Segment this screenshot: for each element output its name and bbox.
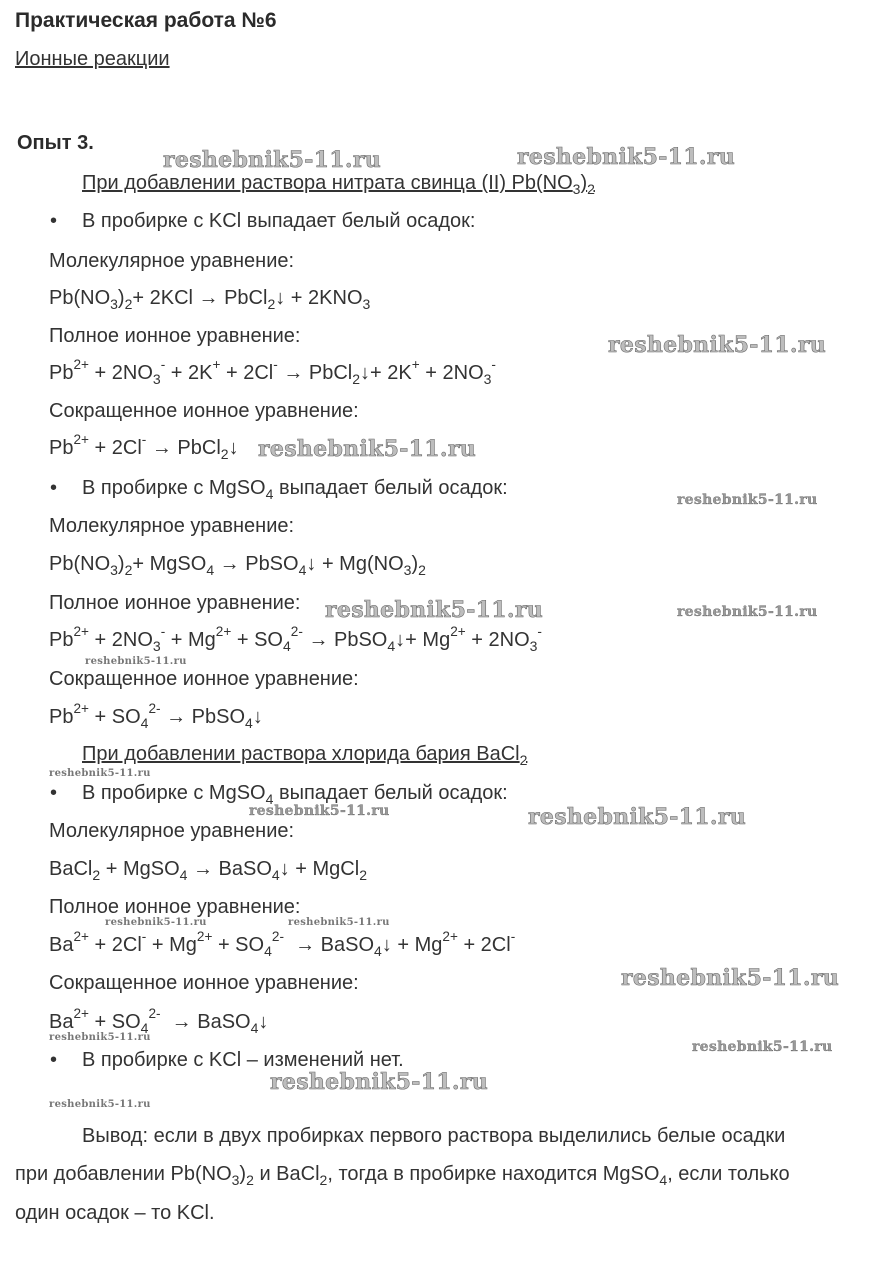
label-molecular: Молекулярное уравнение:	[49, 515, 295, 537]
equation-molecular: $Pb(NO_3)_2+ 2KCl$ → PbCl$_2$↓ + $2KNO_3$	[49, 287, 371, 312]
label-full-ionic: Полное ионное уравнение:	[49, 325, 301, 347]
label-molecular: Молекулярное уравнение:	[49, 250, 295, 272]
experiment-heading: Опыт 3.	[17, 132, 94, 154]
watermark: reshebnik5-11.ru	[517, 144, 736, 170]
watermark: reshebnik5-11.ru	[49, 1032, 151, 1043]
watermark: reshebnik5-11.ru	[85, 656, 187, 667]
equation-full-ionic: $Ba^{2+} + 2Cl^- + Mg^{2+} + SO_4^{2-}$ → BaSO$_4$↓ + $Mg^{2+} + 2Cl^-$	[49, 928, 516, 959]
bullet-kcl-no-change: • В пробирке с KCl – изменений нет.	[82, 1049, 404, 1072]
watermark: reshebnik5-11.ru	[249, 803, 390, 819]
label-full-ionic: Полное ионное уравнение:	[49, 592, 301, 614]
bullet-mgso4-precipitate: • В пробирке с MgSO$_4$ выпадает белый осадок:	[82, 782, 508, 805]
conclusion-line-2: при добавлении $Pb(NO_3)_2$ и BaCl$_2$, тогда в пробирке находится MgSO$_4$, если только	[15, 1163, 790, 1188]
topic-subtitle: Ионные реакции	[15, 48, 170, 70]
watermark: reshebnik5-11.ru	[692, 1039, 833, 1055]
equation-full-ionic: $Pb^{2+} + 2NO_3^- + Mg^{2+} + SO_4^{2-}$ → PbSO$_4$↓+ $Mg^{2+} + 2NO_3^-$	[49, 623, 542, 654]
label-molecular: Молекулярное уравнение:	[49, 820, 295, 842]
conclusion-line-3: один осадок – то KCl.	[15, 1202, 215, 1224]
watermark: reshebnik5-11.ru	[325, 597, 544, 623]
equation-full-ionic: $Pb^{2+} + 2NO_3^- + 2K^+ + 2Cl^-$ → PbCl$_2$↓+ $2K^+ + 2NO_3^-$	[49, 356, 496, 387]
watermark: reshebnik5-11.ru	[677, 604, 818, 620]
section-lead-barium: При добавлении раствора хлорида бария BaCl$_2$	[82, 743, 528, 768]
label-full-ionic: Полное ионное уравнение:	[49, 896, 301, 918]
bullet-kcl-precipitate: • В пробирке с KCl выпадает белый осадок:	[82, 210, 475, 233]
section-lead-nitrate: При добавлении раствора нитрата свинца (II) $Pb(NO_3)_2$	[82, 172, 595, 197]
watermark: reshebnik5-11.ru	[621, 965, 840, 991]
equation-molecular: $Pb(NO_3)_2+$ MgSO$_4$ → PbSO$_4$↓ + $Mg(NO_3)_2$	[49, 553, 426, 578]
watermark: reshebnik5-11.ru	[528, 804, 747, 830]
equation-short-ionic: $Pb^{2+} + 2Cl^-$ → PbCl$_2$↓	[49, 431, 239, 462]
watermark: reshebnik5-11.ru	[270, 1069, 489, 1095]
label-short-ionic: Сокращенное ионное уравнение:	[49, 668, 359, 690]
watermark: reshebnik5-11.ru	[49, 768, 151, 779]
watermark: reshebnik5-11.ru	[49, 1099, 151, 1110]
conclusion-line-1: Вывод: если в двух пробирках первого раствора выделились белые осадки	[82, 1125, 786, 1147]
watermark: reshebnik5-11.ru	[258, 436, 477, 462]
equation-short-ionic: $Pb^{2+} + SO_4^{2-}$ → PbSO$_4$↓	[49, 700, 263, 731]
watermark: reshebnik5-11.ru	[105, 917, 207, 928]
label-short-ionic: Сокращенное ионное уравнение:	[49, 972, 359, 994]
watermark: reshebnik5-11.ru	[288, 917, 390, 928]
bullet-mgso4-precipitate: • В пробирке с MgSO$_4$ выпадает белый осадок:	[82, 477, 508, 500]
page-title: Практическая работа №6	[15, 9, 277, 32]
watermark: reshebnik5-11.ru	[608, 332, 827, 358]
equation-molecular: BaCl$_2$ + MgSO$_4$ → BaSO$_4$↓ + MgCl$_2$	[49, 858, 367, 883]
equation-short-ionic: $Ba^{2+} + SO_4^{2-}$ → BaSO$_4$↓	[49, 1005, 269, 1036]
watermark: reshebnik5-11.ru	[677, 492, 818, 508]
watermark: reshebnik5-11.ru	[163, 147, 382, 173]
label-short-ionic: Сокращенное ионное уравнение:	[49, 400, 359, 422]
